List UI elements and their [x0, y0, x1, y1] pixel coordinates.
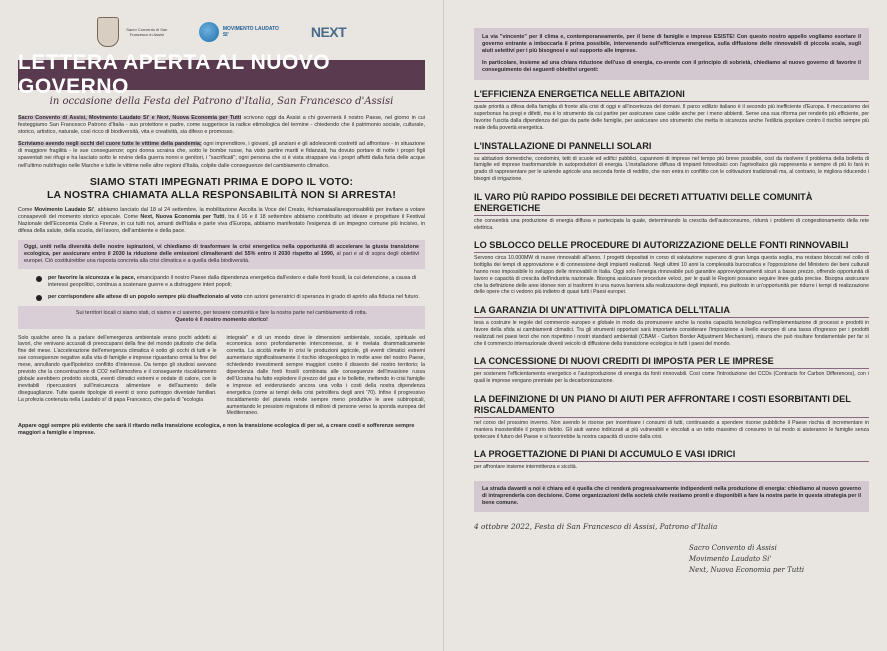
- bullet-icon: [36, 295, 42, 301]
- bullet-icon: [36, 276, 42, 282]
- bullet-hope: per corrispondere alle attese di un popolo sempre più disaffezionato al voto con azioni generatrici di speranza in grado di aprirlo alla fiducia nel futuro.: [36, 294, 425, 301]
- intro-paragraph: Sacro Convento di Assisi, Movimento Laudato Si' e Next, Nuova Economia per Tutti scrivono oggi da Assisi a chi governerà il nostro Paese, nel giorno in cui festeggiamo San Francesco Patrono d'Italia - suo protettore e padre, come suggerisce la radice etimologica del termine - chiedendo che il patrimonio sociale, culturale, storico, artistico, naturale, così ricco di biodiversità, vita e creatività, sia difeso e promosso.: [18, 115, 425, 136]
- objective-communities: IL VARO PIÙ RAPIDO POSSIBILE DEI DECRETI ATTUATIVI DELLE COMUNITÀ ENERGETICHE che consentirà una produzione di energia diffusa e partecipata la quale, determinando la crescita dell'autoconsumo, ridurrà i problemi di congestionamento della rete elettrica.: [474, 191, 869, 231]
- signature-movimento: Movimento Laudato Si': [689, 555, 772, 564]
- territories-band: Sui territori locali ci siamo stati, ci siamo e ci saremo, per tessere comunità e fare la nostra parte nel cambiamento di rotta. Questo è il nostro momento storico!: [18, 306, 425, 328]
- closing-statement: Appare oggi sempre più evidente che sarà il ritardo nella transizione ecologica, e non la transizione ecologica di per sé, a creare costi e sofferenze sempre maggiori a famiglie e imprese.: [18, 423, 415, 437]
- intro-signatories: Sacro Convento di Assisi, Movimento Laudato Si' e Next, Nuova Economia per Tutti: [18, 115, 242, 121]
- movimento-logo: [199, 22, 283, 42]
- next-logo: [311, 24, 346, 40]
- column-right: integrale" e di un mondo dove le dimensioni ambientale, sociale, spirituale ed economica sono profondamente interconnesse, si è rivelata drammaticamente corretta. La siccità mette in crisi le produzioni agricole, gli eventi climatici estremi aumentano significativamente il rischio idrogeologico in molte aree del nostro Paese, richiedendo investimenti sempre maggiori contro il dissesto del nostro territorio; la dipendenza dalle fonti fossili combinata alle conseguenze dell'invasione russa dell'Ucraina ha fatto esplodere il prezzo del gas e le bollette, mettendo in crisi famiglie e imprese ed evidenziando ancora una volta i costi della nostra dipendenza energetica (come ai tempi della crisi petrolifera degli anni '70). Infine il progressivo riscaldamento del pianeta rende sempre meno produttive le aree subtropicali, aumentando le pressioni migratorie di milioni di persone verso la sponda europea del Mediterraneo.: [226, 334, 425, 417]
- right-page: [444, 0, 887, 651]
- movimento-name: MOVIMENTO LAUDATO SI': [222, 26, 279, 38]
- victims-lead: Scriviamo avendo negli occhi del cuore tutte le vittime della pandemia;: [18, 141, 202, 148]
- signature-sacro-convento: Sacro Convento di Assisi: [689, 544, 777, 553]
- main-title: LETTERA APERTA AL NUOVO GOVERNO: [18, 60, 425, 90]
- victims-paragraph: Scriviamo avendo negli occhi del cuore tutte le vittime della pandemia; ogni imprenditore, i giovani, gli anziani e gli adolescenti costretti ad affrontare - in situazione di maggiore fragilità - le sue conseguenze; ogni donna ucraina che, sotto le bombe russe, ha visto partire mariti e fidanzati, ha dovuto portare di notte i propri figli spaventati nei rifugi e ha lasciato sotto le rovine della guerra nonni e genitori, i "sacrificati"; ogni persona che si è vista strappare via i propri affetti dalla furia delle acque nell'ultimo nubifragio nelle Marche e tutte le vittime nelle altre regioni d'Italia, colpite dalle conseguenze del cambiamento climatico.: [18, 141, 425, 169]
- bullet-security: per favorire la sicurezza e la pace, emancipando il nostro Paese dalla dipendenza energetica dall'estero e dalle fonti fossili, la cui detenzione, a causa di interessi geopolitici, continua a scatenare guerre e a distruggere interi popoli;: [36, 275, 425, 289]
- sacro-convento-logo: [97, 17, 171, 47]
- commitment-heading: SIAMO STATI IMPEGNATI PRIMA E DOPO IL VOTO: LA NOSTRA CHIAMATA ALLA RESPONSABILITÀ NON SI ARRESTA!: [46, 175, 397, 201]
- objective-authorizations: LO SBLOCCO DELLE PROCEDURE DI AUTORIZZAZIONE DELLE FONTI RINNOVABILI Servono circa 10.000MW di nuove rinnovabili all'anno. I progetti depositati in corso di valutazione superano di gran lunga questa soglia, ma restano bloccati nel collo di bottiglia dei tempi di approvazione e di connessione degli impianti realizzati. Negli ultimi 10 anni la complessità burocratica e l'opposizione del Ministero dei beni culturali hanno reso impossibile lo sviluppo delle rinnovabili in Italia. Oggi solo l'energia rinnovabile può garantire approvvigionamenti sicuri a basso prezzo, offrendo opportunità di lavoro e capacità di crescita dell'industria nazionale. Bisogna assicurare procedure veloci, per le quali le Regioni possano seguire linee guida precise. Bisogna assicurare che la definizione delle aree idonee non si trasformi in una nuova barriera alla realizzazione degli impianti, ma piuttosto in un'opportunità per ridurre i tempi di realizzazione delle opere che ci vedono più indietro di quasi tutti i Paesi europei.: [474, 240, 869, 296]
- signature-next: Next, Nuova Economia per Tutti: [689, 566, 805, 575]
- globe-icon: [199, 22, 219, 42]
- objective-storage: LA PROGETTAZIONE DI PIANI DI ACCUMULO E VASI IDRICI per affrontare insieme intermittenza e siccità.: [474, 449, 869, 471]
- winning-path-text: La via "vincente" per il clima e, contemporaneamente, per il bene di famiglie e imprese ESISTE! Con questo nostro appello vogliamo esortare il governo entrante a imboccarla il prima possibile, intervenendo sull'efficienza energetica, sulla diffusione delle rinnovabili di piccola scala, sugli aiuti selettivi per i più bisognosi e sul supporto alle imprese.: [482, 34, 861, 55]
- next-wordmark: NEXT: [310, 24, 347, 40]
- objective-solar: L'INSTALLAZIONE DI PANNELLI SOLARI su abitazioni domestiche, condomini, tetti di scuole ed edifici pubblici, capannoni di imprese nel tempo più breve possibile, così da risolvere il problema della bolletta di famiglie ed imprese trasformandole in autoproduttori di energia. L'installazione diffusa di impianti fotovoltaici con l'agrivoltaico già rappresenta e sempre di più lo farà in grado di rappresentare per le aziende agricole una seconda fonte di reddito, che non entra in conflitto con le coltivazioni tradizionali ma, al contrario, le migliora riducendo i bisogni di irrigazione.: [474, 140, 869, 183]
- logo-bar: [18, 10, 425, 54]
- objectives-list: [474, 89, 869, 471]
- signatures: [689, 543, 869, 576]
- right-intro-box: [474, 28, 869, 80]
- two-column-text: [18, 335, 425, 418]
- sacro-convento-name: Sacro Convento di San Francesco in Assisi: [126, 27, 168, 37]
- objective-diplomacy: LA GARANZIA DI UN'ATTIVITÀ DIPLOMATICA DELL'ITALIA tesa a costruire le regole del commercio europeo e globale in modo da promuovere anche la nostra capacità tecnologica nell'implementazione di processi e prodotti in favore della sfida ai cambiamenti climatici. Tra gli strumenti opportuni sarà importante considerare l'imposizione a livello europeo di una tassa d'ingresso per i prodotti realizzati nei paesi terzi che non rispettino i nostri standard ambientali (CBAM - Carbon Border Adjustment Mechanism), misura che può risultare fondamentale per far sì che il commercio internazionale diventi veicolo di diffusione della transizione ecologica in tutti i paesi del mondo.: [474, 305, 869, 347]
- objective-efficiency: L'EFFICIENZA ENERGETICA NELLE ABITAZIONI quale priorità a difesa della famiglia di fronte alla crisi di oggi e all'incertezza del domani. Il parco edilizio italiano è il secondo più inefficiente d'Europa. Il meccanismo dei superbonus ha pregi e difetti, ma è lo strumento da cui partire per assicurare case calde anche per i meno abbienti. Serve una sua riforma per renderlo più efficiente, per favorire l'uscita dalla dipendenza del gas da parte delle famiglie, per assicurare uno strumento che metta in sicurezza anche l'edilizia popolare contro il rischio sempre più reale della povertà energetica.: [474, 89, 869, 131]
- objectives-intro-text: In particolare, insieme ad una chiara riduzione dell'uso di energia, co-erente con il principio di sobrietà, chiediamo al nuovo governo di favorire il conseguimento dei seguenti obiettivi urgenti:: [482, 60, 861, 74]
- subtitle: in occasione della Festa del Patrono d'Italia, San Francesco d'Assisi: [49, 96, 394, 107]
- objective-tax-credits: LA CONCESSIONE DI NUOVI CREDITI DI IMPOSTA PER LE IMPRESE per sostenere l'efficientamento energetico e l'autoproduzione di energia da fonti rinnovabili. Così come l'introduzione dei CCDs (Contracts for Carbon Differences), con i quali le imprese vengano premiate per la decarbonizzazione.: [474, 356, 869, 385]
- objective-heating-aid: LA DEFINIZIONE DI UN PIANO DI AIUTI PER AFFRONTARE I COSTI ESORBITANTI DEL RISCALDAMENTO nel corso del prossimo inverno. Non avendo le risorse per incentivare i consumi di tutti, continuando a spendere risorse pubbliche il Paese rischia di incrementare in maniera insostenibile il proprio debito. Gli aiuti vanno indirizzati ai più vulnerabili e vincolati a un tetto massimo di consumo in tal modo si aiuteranno le famiglie senza ipotecare il futuro del Paese e si favorirebbe la nostra capacità di uscire dalla crisi.: [474, 394, 869, 440]
- column-left: Solo qualche anno fa a parlare dell'emergenza ambientale erano pochi addetti ai lavori, che venivano accusati di preoccuparsi della fine del mondo piuttosto che della fine del mese. L'accelerazione dell'emergenza climatica è sotto gli occhi di tutti e le sue conseguenze negative sulla vita di famiglie e imprese riguardano ormai la fine del mese, annullando quell'ipotetico conflitto d'interesse. Da tempo gli studiosi avevano previsto che la concentrazione di CO2 nell'atmosfera e il conseguente riscaldamento globale avrebbero prodotto siccità, eventi climatici estremi e ondate di calore, con le inevitabili ripercussioni sull'insicurezza alimentare e dell'aumento delle diseguaglianze. Tutte queste tipologie di eventi ci sono purtroppo diventate familiari. La profezia contenuta nella Laudato si' di papa Francesco, che parla di "ecologia: [18, 334, 217, 403]
- mobilization-paragraph: Come Movimento Laudato Si', abbiamo lanciato dal 18 al 24 settembre, la mobilitazione Ascolta la Voce del Creato, #chiamataallaresponsabilità per invitare a votare consapevoli del momento storico epocale. Come Next, Nuova Economia per Tutti, tra il 16 e il 18 settembre abbiamo contribuito ad ideare e progettare il Festival Nazionale dell'Economia Civile a Firenze, in cui tutti noi, amanti dell'Italia e parte viva d'Europa, abbiamo manifestato l'esigenza di un impegno comune più incisivo, in difesa della salute, della scuola, del lavoro, dell'ambiente e della pace.: [18, 206, 425, 234]
- request-band: Oggi, uniti nella diversità delle nostre ispirazioni, vi chiediamo di trasformare la crisi energetica nella opportunità di accelerare la giusta transizione ecologica, per assicurare entro il 2030 la riduzione delle emissioni climalteranti del 55% entro il 2030 rispetto al 1990, al pari e al di sopra degli obiettivi europei. Ciò costituirebbe una risposta concreta alla crisi climatica e a quella della biodiversità.: [18, 240, 425, 269]
- final-box: La strada davanti a noi è chiara ed è quella che ci renderà progressivamente indipendenti nella produzione di energia: chiediamo al nuovo governo di intraprenderla con decisione. Come organizzazioni della società civile restiamo pronti e disponibili a fare la nostra parte in questa strategia per il bene comune.: [474, 481, 869, 512]
- date-line: 4 ottobre 2022, Festa di San Francesco di Assisi, Patrono d'Italia: [474, 522, 718, 532]
- left-page: [0, 0, 443, 651]
- seal-icon: [97, 17, 119, 47]
